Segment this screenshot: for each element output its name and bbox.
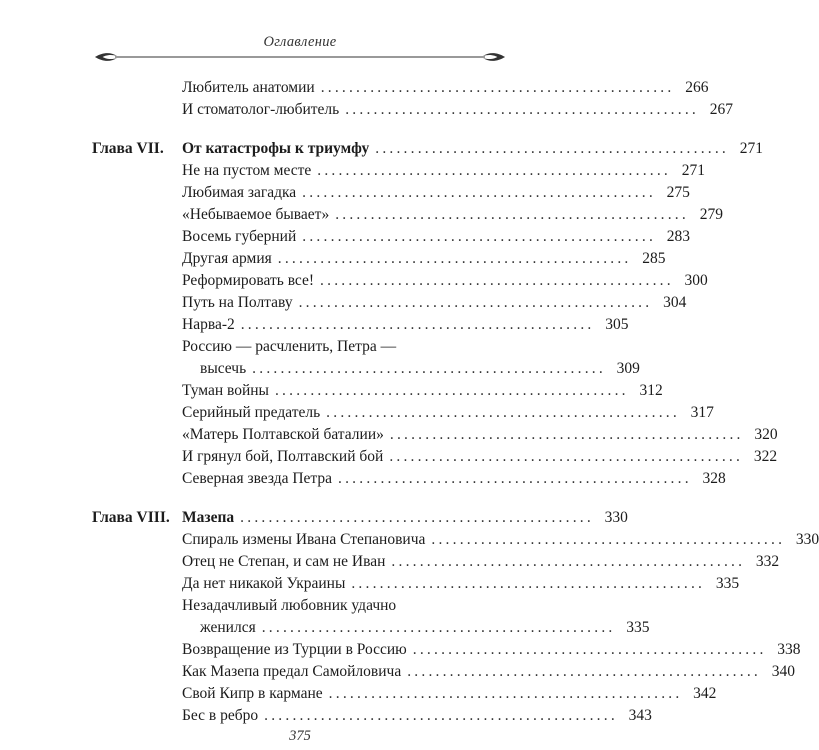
toc-entry: Другая армия .................................................. 285 [182, 250, 666, 267]
toc-entry: И грянул бой, Полтавский бой .................................................. 322 [182, 448, 778, 465]
toc-entry: Возвращение из Турции в Россию .................................................. 338 [182, 641, 801, 658]
toc-entry: Серийный предатель .................................................. 317 [182, 404, 714, 421]
toc-entry-continuation: женился .................................................. 335 [200, 619, 650, 636]
toc-entry: И стоматолог-любитель .................................................. 267 [182, 101, 733, 118]
page-number: 375 [289, 728, 311, 744]
toc-entry: Не на пустом месте .................................................. 271 [182, 162, 705, 179]
toc-entry: Да нет никакой Украины .................................................. 335 [182, 575, 740, 592]
running-header: Оглавление [263, 34, 337, 50]
toc-chapter-entry: От катастрофы к триумфу .................................................. 271 [182, 140, 763, 157]
toc-entry: Отец не Степан, и сам не Иван .................................................. 332 [182, 553, 780, 570]
toc-entry: Любитель анатомии .................................................. 266 [182, 79, 709, 96]
chapter-label: Глава VII. [92, 140, 164, 157]
toc-entry: Любимая загадка .................................................. 275 [182, 184, 690, 201]
toc-entry-continuation: высечь .................................................. 309 [200, 360, 640, 377]
toc-entry: Бес в ребро .................................................. 343 [182, 707, 652, 724]
toc-chapter-entry: Мазепа .................................................. 330 [182, 509, 628, 526]
toc-entry: «Небываемое бывает» .................................................. 279 [182, 206, 723, 223]
toc-entry-line1: Россию — расчленить, Петра — [182, 338, 397, 355]
toc-entry: «Матерь Полтавской баталии» .................................................. 320 [182, 426, 778, 443]
toc-entry: Спираль измены Ивана Степановича .................................................. 330 [182, 531, 819, 548]
toc-entry: Восемь губерний .................................................. 283 [182, 228, 691, 245]
toc-entry: Путь на Полтаву .................................................. 304 [182, 294, 687, 311]
toc-entry: Свой Кипр в кармане .................................................. 342 [182, 685, 717, 702]
toc-entry-line1: Незадачливый любовник удачно [182, 597, 397, 614]
toc-entry: Северная звезда Петра .................................................. 328 [182, 470, 726, 487]
chapter-label: Глава VIII. [92, 509, 170, 526]
toc-entry: Нарва-2 .................................................. 305 [182, 316, 629, 333]
toc-entry: Туман войны .................................................. 312 [182, 382, 663, 399]
toc-entry: Как Мазепа предал Самойловича .................................................. 340 [182, 663, 795, 680]
toc-entry: Реформировать все! .................................................. 300 [182, 272, 708, 289]
